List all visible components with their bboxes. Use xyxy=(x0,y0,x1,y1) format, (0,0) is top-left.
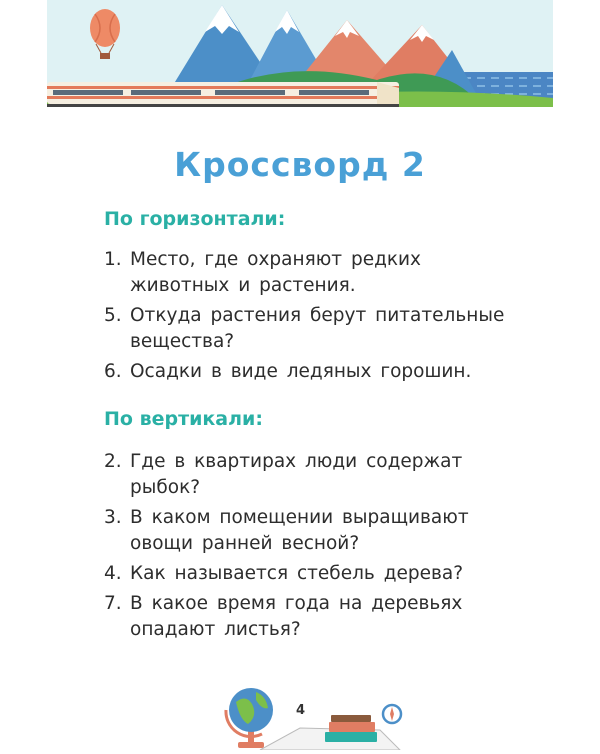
clue-text: Откуда растения берут питательные вещества? xyxy=(130,305,505,352)
clue-text: Место, где охраняют редких животных и растения. xyxy=(130,249,422,296)
clue-text: Где в квартирах люди содержат рыбок? xyxy=(130,451,463,498)
books-illustration xyxy=(325,715,377,742)
across-clue xyxy=(104,303,524,355)
train-illustration xyxy=(47,82,399,107)
clue-number: 7. xyxy=(104,593,122,614)
clue-text: Как называется стебель дерева? xyxy=(130,563,464,584)
header-illustration xyxy=(47,0,553,118)
clue-number: 5. xyxy=(104,305,122,326)
page-title: Кроссворд 2 xyxy=(174,145,426,184)
clue-text: В какое время года на деревьях опадают листья? xyxy=(130,593,463,640)
across-clue xyxy=(104,247,524,299)
across-heading: По горизонтали: xyxy=(104,208,286,230)
across-clue-list xyxy=(104,247,524,389)
down-clue xyxy=(104,591,524,643)
clue-number: 3. xyxy=(104,507,122,528)
clue-number: 4. xyxy=(104,563,122,584)
clue-text: В каком помещении выращивают овощи ранней весной? xyxy=(130,507,469,554)
page-number: 4 xyxy=(296,703,306,718)
down-clue xyxy=(104,561,524,587)
down-heading: По вертикали: xyxy=(104,408,263,430)
down-clue xyxy=(104,505,524,557)
compass-illustration xyxy=(383,705,401,723)
globe-illustration xyxy=(226,688,273,748)
down-clue-list xyxy=(104,449,524,647)
down-clue xyxy=(104,449,524,501)
clue-number: 1. xyxy=(104,249,122,270)
clue-number: 2. xyxy=(104,451,122,472)
across-clue xyxy=(104,359,524,385)
clue-number: 6. xyxy=(104,361,122,382)
clue-text: Осадки в виде ледяных горошин. xyxy=(130,361,472,382)
